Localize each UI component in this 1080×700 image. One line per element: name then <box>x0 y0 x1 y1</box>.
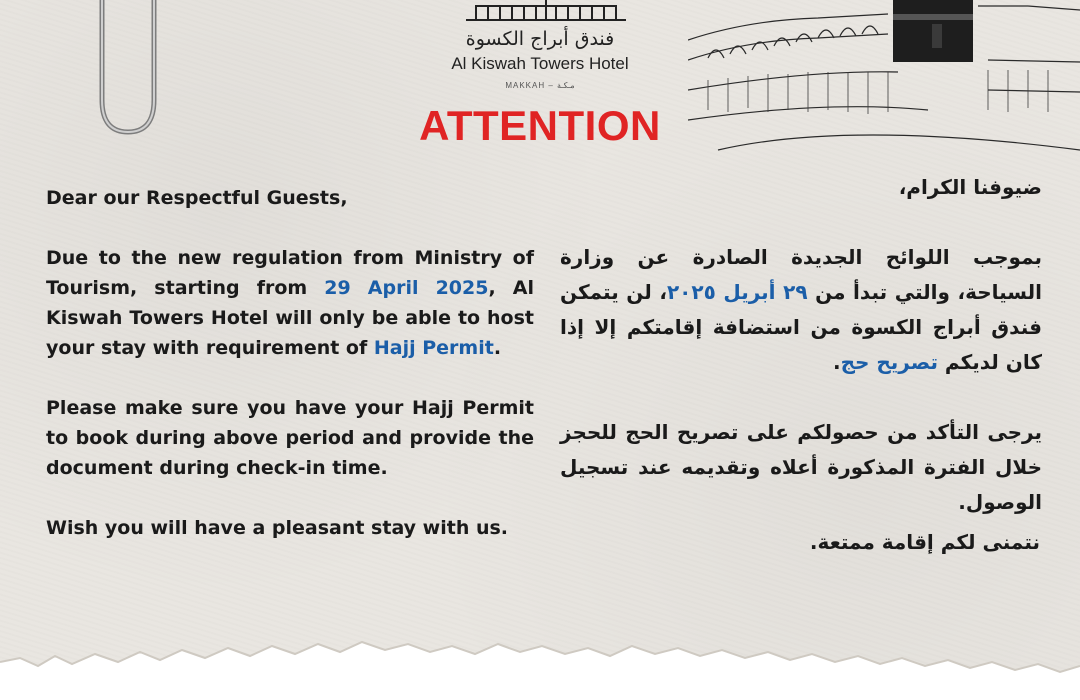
kaaba-sketch-illustration <box>688 0 1080 160</box>
english-p1-text-end: . <box>493 337 502 359</box>
english-hajj-permit: Hajj Permit <box>373 337 494 359</box>
arabic-notice <box>560 170 1042 520</box>
arabic-closing: نتمنى لكم إقامة ممتعة. <box>809 530 1040 554</box>
arabic-greeting: ضيوفنا الكرام، <box>898 175 1042 199</box>
arabic-start-date: ٢٩ أبريل ٢٠٢٥ <box>666 280 808 304</box>
english-closing: Wish you will have a pleasant stay with us. <box>46 517 509 539</box>
arabic-paragraph-2: يرجى التأكد من حصولكم على تصريح الحج للحجز خلال الفترة المذكورة أعلاه وتقديمه عند تسجيل الوصول. <box>560 420 1042 514</box>
torn-paper-edge <box>0 640 1080 700</box>
english-paragraph-2: Please make sure you have your Hajj Permit to book during above period and provide the document during check-in time. <box>46 397 534 479</box>
english-p1-text-start: Due to the new regulation from Ministry of Tourism, starting from <box>46 247 534 299</box>
english-start-date: 29 April 2025 <box>324 277 489 299</box>
arabic-hajj-permit: تصريح حج <box>840 350 938 374</box>
english-paragraph-1 <box>46 243 534 363</box>
hotel-building-logo <box>466 0 626 24</box>
hotel-name-english: Al Kiswah Towers Hotel <box>451 54 629 73</box>
english-greeting: Dear our Respectful Guests, <box>46 187 348 209</box>
hotel-name-arabic: فندق أبراج الكسوة <box>465 28 615 50</box>
arabic-p1-text-middle: ، لن يتمكن فندق أبراج الكسوة من استضافة إقامتكم إلا إذا كان لديكم <box>560 280 1042 374</box>
hotel-city: MAKKAH – مـكـة <box>505 81 575 90</box>
english-notice <box>46 183 534 543</box>
hotel-logo <box>420 0 660 100</box>
arabic-p1-text-end: . <box>832 350 841 374</box>
paperclip-icon <box>88 0 168 140</box>
arabic-p1-text-start: بموجب اللوائح الجديدة الصادرة عن وزارة السياحة، والتي تبدأ من <box>560 245 1043 304</box>
arabic-paragraph-1 <box>560 240 1042 380</box>
english-p1-text-middle: , Al Kiswah Towers Hotel will only be able to host your stay with requirement of <box>46 277 534 359</box>
attention-title: ATTENTION <box>419 102 661 149</box>
